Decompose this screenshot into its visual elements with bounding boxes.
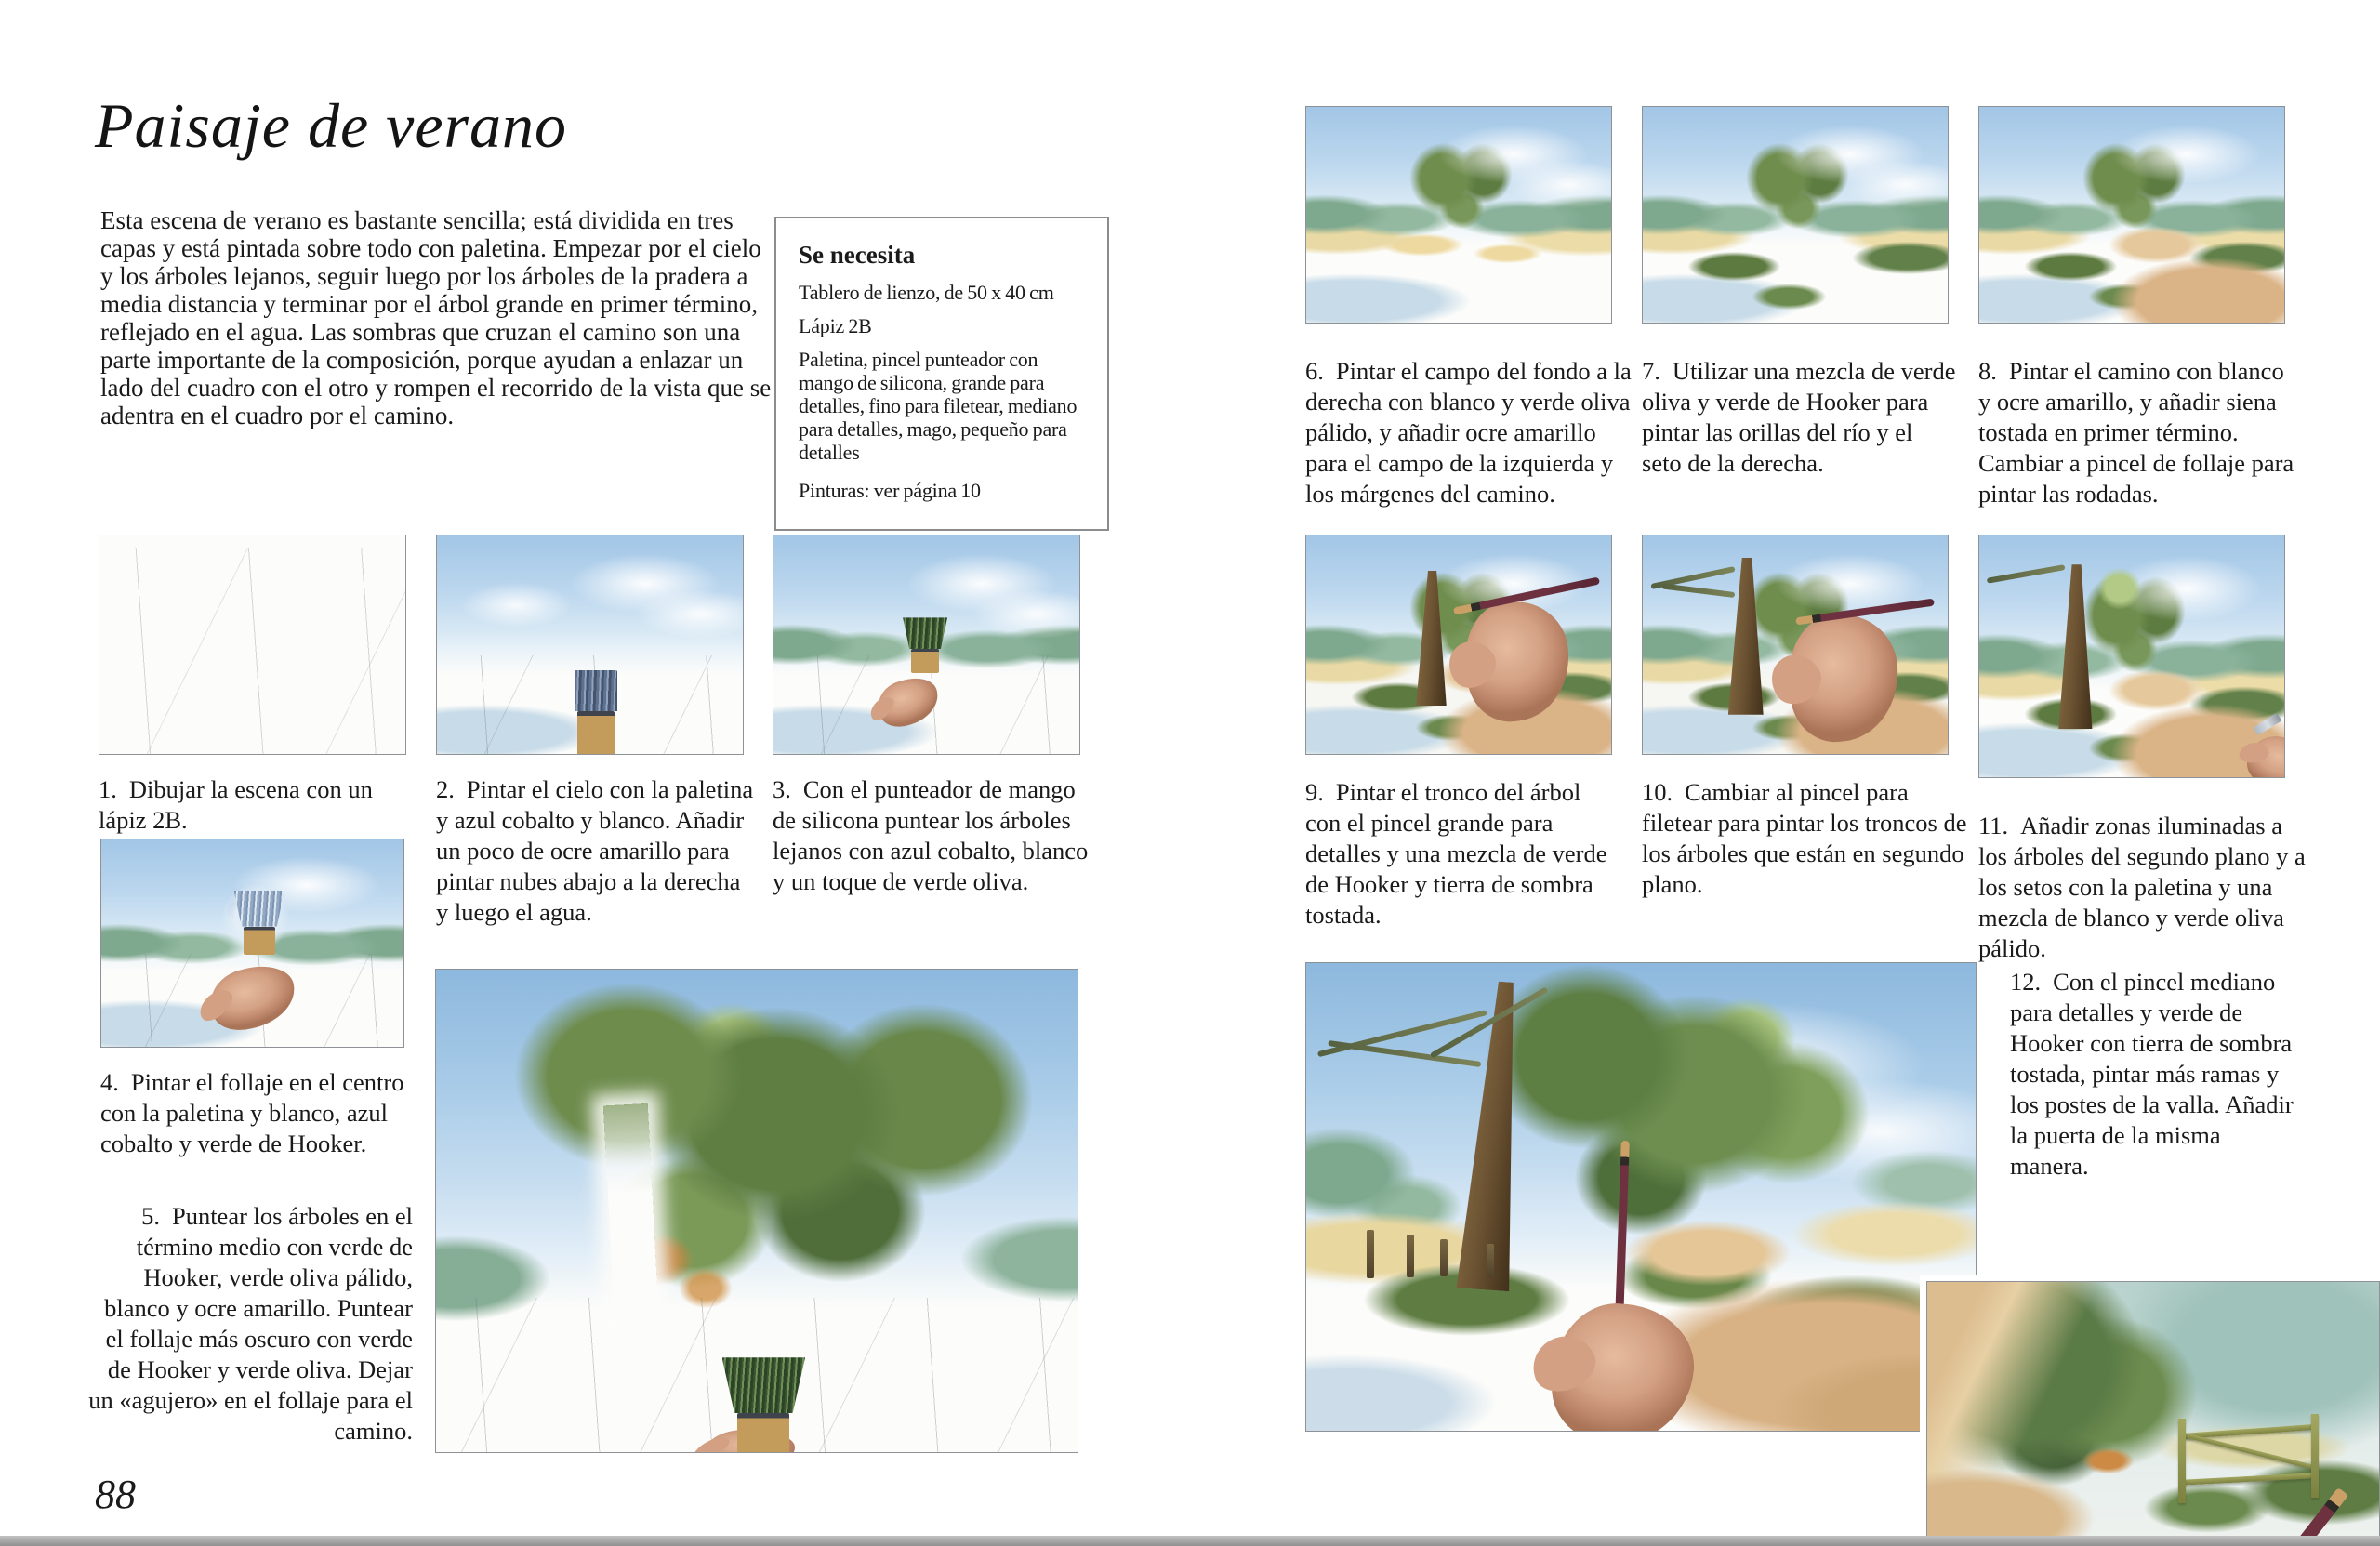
- step-caption-9: 9. Pintar el tronco del árbol con el pincel grande para detalles y una mezcla de verde de Hooker y tierra de sombra tostada.: [1305, 778, 1607, 929]
- pencil-sketch-lines: [99, 548, 405, 754]
- gate-bar-shape: [2311, 1414, 2319, 1499]
- step-caption-4: 4. Pintar el follaje en el centro con la paletina y blanco, azul cobalto y verde de Hooker.: [100, 1068, 404, 1157]
- intro-paragraph: Esta escena de verano es bastante sencilla; está dividida en tres capas y está pintada sobre todo con paletina. Empezar por el cielo y los árboles lejanos, seguir luego por los árboles de la pradera a media distancia y terminar por el árbol grande en primer término, reflejado en el agua. Las sombras que cruzan el camino son una parte importante de la composición, porque ayudan a enlazar un lado del cuadro con el otro y rompen el recorrido de la vista que se adentra en el cuadro por el camino.: [100, 206, 772, 429]
- materials-title: Se necesita: [799, 241, 916, 269]
- gate-bar-shape: [2178, 1419, 2186, 1503]
- step-photo-9: [1305, 535, 1612, 755]
- materials-item: Paletina, pincel punteador con mango de silicona, grande para detalles, fino para filetear, mediano para detalles, mago, pequeño para detalles: [799, 348, 1078, 464]
- page-bottom-edge: [0, 1536, 2380, 1546]
- fence-post-shape: [1487, 1244, 1494, 1277]
- detail-inset-photo: [1926, 1281, 2380, 1546]
- step-photo-8: [1978, 106, 2285, 324]
- tree-trunk-shape: [1728, 558, 1769, 715]
- step-photo-11: [1978, 535, 2285, 778]
- branch-shape: [1661, 584, 1735, 599]
- step-caption-7: 7. Utilizar una mezcla de verde oliva y verde de Hooker para pintar las orillas del río y el seto de la derecha.: [1642, 357, 1956, 477]
- step-caption-5: 5. Puntear los árboles en el término medio con verde de Hooker, verde oliva pálido, blanco y ocre amarillo. Puntear el follaje más oscuro con verde de Hooker y verde oliva. Dejar un «agujero» en el follaje para el camino.: [88, 1202, 413, 1445]
- fence-post-shape: [1407, 1235, 1414, 1277]
- materials-item: Tablero de lienzo, de 50 x 40 cm: [799, 281, 1054, 304]
- materials-item: Pinturas: ver página 10: [799, 479, 981, 502]
- flat-brush-shape: [577, 711, 615, 755]
- step-photo-1: [99, 535, 406, 755]
- step-caption-12: 12. Con el pincel mediano para detalles y verde de Hooker con tierra de sombra tostada, pintar más ramas y los postes de la valla. Añadir la puerta de la misma manera.: [2010, 968, 2294, 1180]
- tree-trunk-shape: [1456, 980, 1539, 1292]
- step-caption-1: 1. Dibujar la escena con un lápiz 2B.: [99, 775, 373, 834]
- stippling-brush-shape: [244, 927, 275, 955]
- step-photo-6: [1305, 106, 1612, 324]
- step-photo-7: [1642, 106, 1949, 324]
- hand-shape: [1457, 594, 1577, 726]
- step-caption-11: 11. Añadir zonas iluminadas a los árboles del segundo plano y a los setos con la paletina y una mezcla de blanco y verde oliva pálido.: [1978, 812, 2306, 962]
- hand-shape: [2241, 729, 2285, 778]
- white-trunk-shape: [603, 1103, 659, 1328]
- gate-bar-shape: [2180, 1432, 2317, 1470]
- hand-shape: [1547, 1298, 1700, 1432]
- stippling-brush-shape: [737, 1413, 789, 1453]
- step-photo-2: [436, 535, 744, 755]
- step-photo-4: [100, 839, 404, 1048]
- tree-trunk-shape: [1416, 571, 1451, 707]
- materials-box: [774, 217, 1109, 531]
- tree-trunk-shape: [2058, 564, 2097, 729]
- final-photo-left: [435, 969, 1078, 1453]
- gate-bar-shape: [2180, 1473, 2316, 1487]
- page-title: Paisaje de verano: [95, 90, 567, 161]
- step-caption-8: 8. Pintar el camino con blanco y ocre amarillo, y añadir siena tostada en primer término. Cambiar a pincel de follaje para pintar las rodadas.: [1978, 357, 2294, 508]
- step-caption-6: 6. Pintar el campo del fondo a la derecha con blanco y verde oliva pálido, y añadir ocre amarillo para el campo de la izquierda y los márgenes del camino.: [1305, 357, 1632, 508]
- materials-item: Lápiz 2B: [799, 314, 872, 337]
- step-caption-2: 2. Pintar el cielo con la paletina y azul cobalto y blanco. Añadir un poco de ocre amarillo para pintar nubes abajo a la derecha y luego el agua.: [436, 775, 754, 926]
- brush-ferrule-shape: [2254, 712, 2282, 734]
- fence-post-shape: [1367, 1230, 1374, 1278]
- stippling-brush-shape: [911, 649, 939, 673]
- step-photo-3: [773, 535, 1080, 755]
- step-caption-3: 3. Con el punteador de mango de silicona puntear los árboles lejanos con azul cobalto, blanco y un toque de verde oliva.: [773, 775, 1089, 895]
- final-photo-right: [1305, 962, 1977, 1432]
- step-caption-10: 10. Cambiar al pincel para filetear para pintar los troncos de los árboles que están en segundo plano.: [1642, 778, 1967, 898]
- page-number: 88: [95, 1472, 136, 1517]
- hand-shape: [1783, 609, 1906, 747]
- fence-post-shape: [1440, 1239, 1448, 1276]
- branch-shape: [1986, 564, 2065, 584]
- step-photo-10: [1642, 535, 1949, 755]
